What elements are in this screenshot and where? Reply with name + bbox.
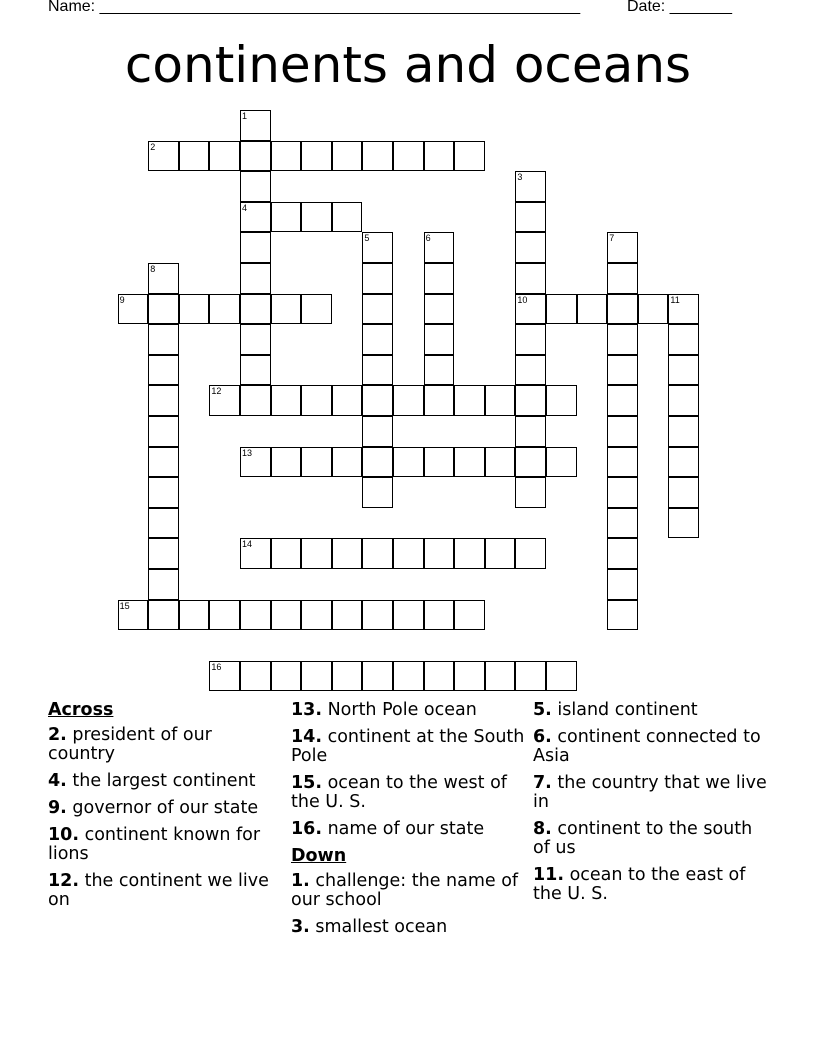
clue-item-text: the largest continent xyxy=(66,771,256,791)
grid-cell[interactable] xyxy=(515,171,546,202)
grid-cell[interactable] xyxy=(332,447,363,478)
grid-cell[interactable] xyxy=(271,385,302,416)
clue-number: 14 xyxy=(242,539,253,550)
grid-cell[interactable] xyxy=(209,661,240,692)
clue-item-text: ocean to the west of the U. S. xyxy=(291,773,507,812)
grid-cell[interactable] xyxy=(332,385,363,416)
clue-item-number: 3. xyxy=(291,917,310,937)
clue-item xyxy=(533,866,769,904)
grid-cell[interactable] xyxy=(424,538,455,569)
grid-cell[interactable] xyxy=(240,324,271,355)
grid-cell[interactable] xyxy=(148,263,179,294)
clue-item-number: 1. xyxy=(291,871,310,891)
grid-cell[interactable] xyxy=(148,600,179,631)
grid-cell[interactable] xyxy=(393,385,424,416)
clue-number: 5 xyxy=(364,233,370,244)
grid-cell[interactable] xyxy=(638,294,669,325)
clue-item xyxy=(533,820,769,858)
grid-cell[interactable] xyxy=(668,416,699,447)
grid-cell[interactable] xyxy=(424,294,455,325)
grid-cell[interactable] xyxy=(454,600,485,631)
grid-cell[interactable] xyxy=(607,385,638,416)
clue-item-text: the continent we live on xyxy=(48,871,269,910)
grid-cell[interactable] xyxy=(607,232,638,263)
grid-cell[interactable] xyxy=(240,232,271,263)
grid-cell[interactable] xyxy=(179,294,210,325)
grid-cell[interactable] xyxy=(332,202,363,233)
grid-cell[interactable] xyxy=(332,600,363,631)
grid-cell[interactable] xyxy=(362,447,393,478)
clue-item xyxy=(533,701,769,720)
grid-cell[interactable] xyxy=(240,600,271,631)
clue-item-number: 16. xyxy=(291,819,323,839)
grid-cell[interactable] xyxy=(362,600,393,631)
grid-cell[interactable] xyxy=(515,661,546,692)
grid-cell[interactable] xyxy=(607,447,638,478)
grid-cell[interactable] xyxy=(271,600,302,631)
grid-cell[interactable] xyxy=(546,385,577,416)
grid-cell[interactable] xyxy=(515,385,546,416)
grid-cell[interactable] xyxy=(209,141,240,172)
grid-cell[interactable] xyxy=(148,324,179,355)
grid-cell[interactable] xyxy=(362,661,393,692)
grid-cell[interactable] xyxy=(607,324,638,355)
clue-item-number: 8. xyxy=(533,819,552,839)
clue-item-text: continent known for lions xyxy=(48,825,261,864)
grid-cell[interactable] xyxy=(148,569,179,600)
grid-cell[interactable] xyxy=(332,661,363,692)
clue-item-number: 13. xyxy=(291,700,323,720)
clue-number: 1 xyxy=(242,111,248,121)
grid-cell[interactable] xyxy=(240,202,271,233)
grid-cell[interactable] xyxy=(515,294,546,325)
grid-cell[interactable] xyxy=(332,538,363,569)
clue-item xyxy=(291,918,527,937)
grid-cell[interactable] xyxy=(209,385,240,416)
down-clue-list-continued xyxy=(533,701,769,904)
grid-cell[interactable] xyxy=(362,355,393,386)
grid-cell[interactable] xyxy=(148,538,179,569)
grid-cell[interactable] xyxy=(362,416,393,447)
grid-cell[interactable] xyxy=(668,477,699,508)
grid-cell[interactable] xyxy=(454,661,485,692)
grid-cell[interactable] xyxy=(271,661,302,692)
clue-item-number: 12. xyxy=(48,871,80,891)
clue-number: 12 xyxy=(211,386,222,397)
grid-cell[interactable] xyxy=(362,538,393,569)
clue-number: 2 xyxy=(150,141,156,152)
clue-number: 6 xyxy=(425,233,431,244)
grid-cell[interactable] xyxy=(607,355,638,386)
grid-cell[interactable] xyxy=(118,600,149,631)
grid-cell[interactable] xyxy=(148,447,179,478)
grid-cell[interactable] xyxy=(240,263,271,294)
grid-cell[interactable] xyxy=(362,324,393,355)
clue-item xyxy=(48,726,284,764)
grid-cell[interactable] xyxy=(393,600,424,631)
grid-cell[interactable] xyxy=(301,141,332,172)
clue-item-number: 7. xyxy=(533,773,552,793)
grid-cell[interactable] xyxy=(607,538,638,569)
grid-cell[interactable] xyxy=(515,355,546,386)
clue-item-text: island continent xyxy=(551,700,698,720)
grid-cell[interactable] xyxy=(179,600,210,631)
clue-number: 15 xyxy=(119,600,130,611)
grid-cell[interactable] xyxy=(332,141,363,172)
grid-cell[interactable] xyxy=(240,661,271,692)
grid-cell[interactable] xyxy=(148,141,179,172)
grid-cell[interactable] xyxy=(515,324,546,355)
grid-cell[interactable] xyxy=(271,447,302,478)
clue-item-number: 11. xyxy=(533,865,565,885)
grid-cell[interactable] xyxy=(546,447,577,478)
grid-cell[interactable] xyxy=(424,385,455,416)
grid-cell[interactable] xyxy=(301,661,332,692)
clue-item-text: continent at the South Pole xyxy=(291,727,525,766)
date-label: Date: _______ xyxy=(627,0,732,15)
grid-cell[interactable] xyxy=(301,538,332,569)
across-clue-list-continued xyxy=(291,701,527,839)
clue-item-number: 9. xyxy=(48,798,67,818)
clue-number: 16 xyxy=(211,661,222,672)
clue-item-number: 6. xyxy=(533,727,552,747)
clue-item xyxy=(291,820,527,839)
clue-item-number: 4. xyxy=(48,771,67,791)
clue-item-number: 14. xyxy=(291,727,323,747)
grid-cell[interactable] xyxy=(515,263,546,294)
clue-number: 10 xyxy=(517,294,528,305)
grid-cell[interactable] xyxy=(362,385,393,416)
grid-cell[interactable] xyxy=(393,141,424,172)
clue-item-text: continent to the south of us xyxy=(533,819,753,858)
grid-cell[interactable] xyxy=(668,385,699,416)
grid-cell[interactable] xyxy=(301,202,332,233)
grid-cell[interactable] xyxy=(668,508,699,539)
grid-cell[interactable] xyxy=(301,447,332,478)
grid-cell[interactable] xyxy=(271,294,302,325)
clue-item-text: North Pole ocean xyxy=(322,700,477,720)
grid-cell[interactable] xyxy=(424,447,455,478)
clue-item-text: the country that we live in xyxy=(533,773,767,812)
down-heading: Down xyxy=(291,846,347,866)
grid-cell[interactable] xyxy=(362,141,393,172)
grid-cell[interactable] xyxy=(485,661,516,692)
grid-cell[interactable] xyxy=(362,294,393,325)
grid-cell[interactable] xyxy=(546,661,577,692)
clue-item xyxy=(48,826,284,864)
grid-cell[interactable] xyxy=(301,385,332,416)
grid-cell[interactable] xyxy=(240,447,271,478)
grid-cell[interactable] xyxy=(485,447,516,478)
grid-cell[interactable] xyxy=(424,355,455,386)
clue-number: 13 xyxy=(242,447,253,458)
grid-cell[interactable] xyxy=(271,538,302,569)
across-heading: Across xyxy=(48,700,114,720)
grid-cell[interactable] xyxy=(148,294,179,325)
clue-item-number: 2. xyxy=(48,725,67,745)
grid-cell[interactable] xyxy=(424,661,455,692)
grid-cell[interactable] xyxy=(240,110,271,141)
grid-cell[interactable] xyxy=(240,141,271,172)
grid-cell[interactable] xyxy=(515,477,546,508)
clue-item xyxy=(48,799,284,818)
clue-item xyxy=(291,701,527,720)
grid-cell[interactable] xyxy=(454,538,485,569)
clue-item xyxy=(533,728,769,766)
across-clue-list xyxy=(48,726,284,910)
clue-number: 11 xyxy=(670,294,680,305)
clue-item-text: ocean to the east of the U. S. xyxy=(533,865,746,904)
grid-cell[interactable] xyxy=(240,538,271,569)
grid-cell[interactable] xyxy=(668,294,699,325)
grid-cell[interactable] xyxy=(515,447,546,478)
clues-column-1 xyxy=(48,701,284,918)
grid-cell[interactable] xyxy=(209,600,240,631)
clue-item-text: smallest ocean xyxy=(309,917,448,937)
down-clue-list xyxy=(291,872,527,937)
grid-cell[interactable] xyxy=(668,355,699,386)
grid-cell[interactable] xyxy=(393,538,424,569)
clue-item-text: president of our country xyxy=(48,725,212,764)
clue-item-text: continent connected to Asia xyxy=(533,727,761,766)
clue-number: 4 xyxy=(242,202,248,213)
grid-cell[interactable] xyxy=(454,447,485,478)
grid-cell[interactable] xyxy=(515,232,546,263)
grid-cell[interactable] xyxy=(515,416,546,447)
grid-cell[interactable] xyxy=(118,294,149,325)
grid-cell[interactable] xyxy=(607,294,638,325)
clue-item-text: name of our state xyxy=(322,819,485,839)
grid-cell[interactable] xyxy=(424,324,455,355)
grid-cell[interactable] xyxy=(148,385,179,416)
grid-cell[interactable] xyxy=(148,477,179,508)
grid-cell[interactable] xyxy=(485,385,516,416)
page-title: continents and oceans xyxy=(124,36,692,94)
grid-cell[interactable] xyxy=(668,447,699,478)
grid-cell[interactable] xyxy=(393,661,424,692)
grid-cell[interactable] xyxy=(607,569,638,600)
clue-item-number: 15. xyxy=(291,773,323,793)
grid-cell[interactable] xyxy=(362,232,393,263)
name-label: Name: ______________________________________________________ xyxy=(48,0,581,15)
grid-cell[interactable] xyxy=(148,416,179,447)
grid-cell[interactable] xyxy=(515,538,546,569)
clues-column-3 xyxy=(533,701,769,912)
clue-item xyxy=(291,872,527,910)
grid-cell[interactable] xyxy=(607,508,638,539)
grid-cell[interactable] xyxy=(546,294,577,325)
clue-item xyxy=(291,774,527,812)
grid-cell[interactable] xyxy=(668,324,699,355)
grid-cell[interactable] xyxy=(607,263,638,294)
clue-item-text: governor of our state xyxy=(66,798,259,818)
grid-cell[interactable] xyxy=(240,385,271,416)
clue-item xyxy=(291,728,527,766)
grid-cell[interactable] xyxy=(240,355,271,386)
clue-item-text: challenge: the name of our school xyxy=(291,871,519,910)
grid-cell[interactable] xyxy=(454,385,485,416)
grid-cell[interactable] xyxy=(424,232,455,263)
grid-cell[interactable] xyxy=(577,294,608,325)
grid-cell[interactable] xyxy=(301,600,332,631)
grid-cell[interactable] xyxy=(607,477,638,508)
grid-cell[interactable] xyxy=(362,477,393,508)
grid-cell[interactable] xyxy=(424,600,455,631)
clue-item xyxy=(48,772,284,791)
clue-item-number: 5. xyxy=(533,700,552,720)
grid-cell[interactable] xyxy=(301,294,332,325)
grid-cell[interactable] xyxy=(424,263,455,294)
grid-cell[interactable] xyxy=(240,294,271,325)
clue-number: 8 xyxy=(150,264,156,274)
grid-cell[interactable] xyxy=(607,416,638,447)
clue-number: 7 xyxy=(609,233,615,244)
grid-cell[interactable] xyxy=(271,141,302,172)
grid-cell[interactable] xyxy=(271,202,302,233)
grid-cell[interactable] xyxy=(362,263,393,294)
grid-cell[interactable] xyxy=(209,294,240,325)
clues-column-2 xyxy=(291,701,527,945)
grid-cell[interactable] xyxy=(148,355,179,386)
clue-number: 9 xyxy=(119,294,125,305)
clue-item xyxy=(48,872,284,910)
grid-cell[interactable] xyxy=(179,141,210,172)
clue-item-number: 10. xyxy=(48,825,80,845)
grid-cell[interactable] xyxy=(393,447,424,478)
grid-cell[interactable] xyxy=(607,600,638,631)
grid-cell[interactable] xyxy=(515,202,546,233)
grid-cell[interactable] xyxy=(454,141,485,172)
grid-cell[interactable] xyxy=(424,141,455,172)
clue-item xyxy=(533,774,769,812)
clue-number: 3 xyxy=(517,172,523,183)
grid-cell[interactable] xyxy=(240,171,271,202)
grid-cell[interactable] xyxy=(485,538,516,569)
grid-cell[interactable] xyxy=(148,508,179,539)
